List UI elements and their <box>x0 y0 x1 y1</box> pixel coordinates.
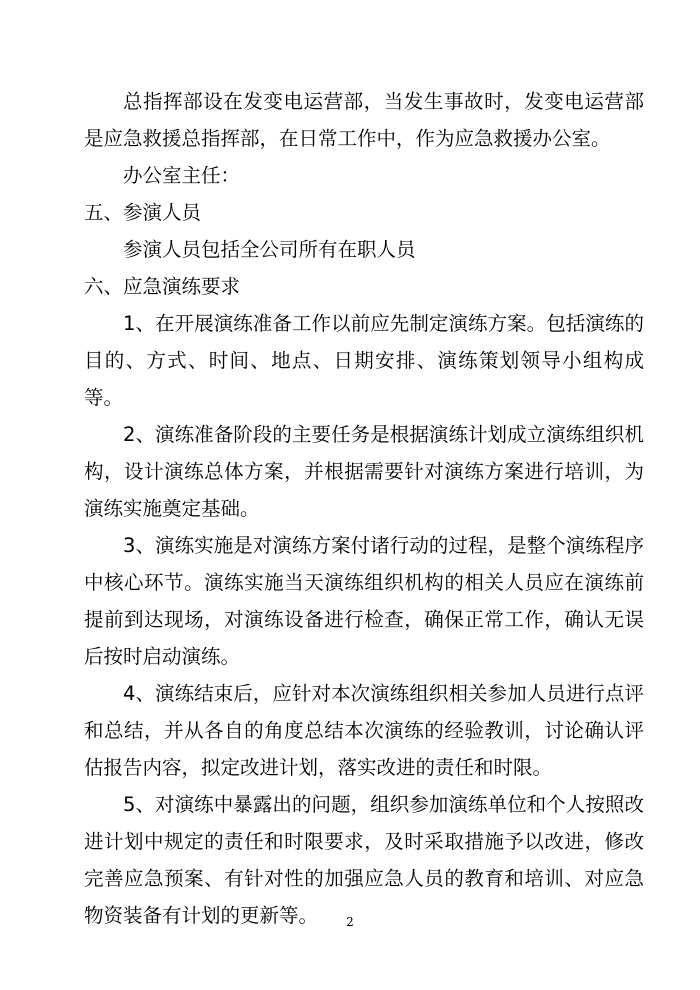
section-heading-requirements: 六、应急演练要求 <box>84 275 241 298</box>
page-number: 2 <box>346 915 354 929</box>
body-text <box>84 83 644 934</box>
requirement-item-2: 2、演练准备阶段的主要任务是根据演练计划成立演练组织机构，设计演练总体方案，并根据需要针对演练方案进行培训，为演练实施奠定基础。 <box>84 423 644 520</box>
requirement-item-3: 3、演练实施是对演练方案付诸行动的过程，是整个演练程序中核心环节。演练实施当天演练组织机构的相关人员应在演练前提前到达现场，对演练设备进行检查，确保正常工作，确认无误后按时启动演练。 <box>84 534 644 668</box>
paragraph-office-director: 办公室主任： <box>123 164 241 187</box>
requirement-item-4: 4、演练结束后，应针对本次演练组织相关参加人员进行点评和总结，并从各自的角度总结本次演练的经验教训，讨论确认评估报告内容，拟定改进计划，落实改进的责任和时限。 <box>84 682 644 779</box>
section-heading-participants: 五、参演人员 <box>84 201 202 224</box>
requirement-item-1: 1、在开展演练准备工作以前应先制定演练方案。包括演练的目的、方式、时间、地点、日期安排、演练策划领导小组构成等。 <box>84 312 644 409</box>
paragraph-participants: 参演人员包括全公司所有在职人员 <box>123 238 416 261</box>
paragraph-command-center: 总指挥部设在发变电运营部，当发生事故时，发变电运营部是应急救援总指挥部，在日常工作中，作为应急救援办公室。 <box>84 90 644 150</box>
requirement-item-5: 5、对演练中暴露出的问题，组织参加演练单位和个人按照改进计划中规定的责任和时限要求，及时采取措施予以改进，修改完善应急预案、有针对性的加强应急人员的教育和培训、对应急物资装备有计划的更新等。 <box>84 793 644 927</box>
